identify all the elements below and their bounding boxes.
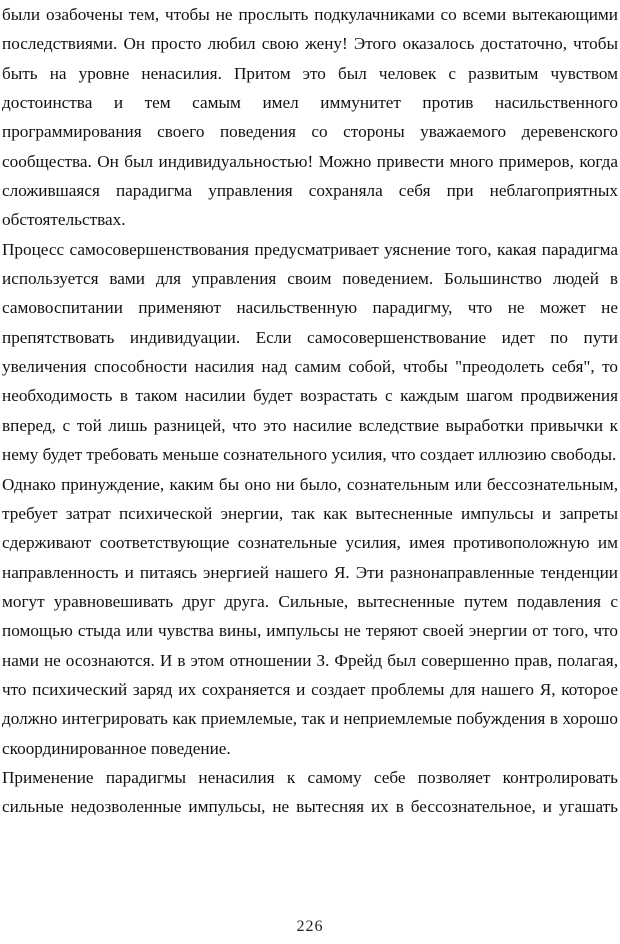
paragraph-3: Однако принуждение, каким бы оно ни было, сознательным или бессознательным, требует затрат психической энергии, так как вытесненные импульсы и запреты сдерживают соответствующие сознательные усилия, имея противоположную им направленность и питаясь энергией нашего Я. Эти разнонаправленные тенденции могут уравновешивать друг друга. Сильные, вытесненные путем подавления с помощью стыда или чувства вины, импульсы не теряют своей энергии от того, что нами не осознаются. И в этом отношении З. Фрейд был совершенно прав, полагая, что психический заряд их сохраняется и создает проблемы для нашего Я, которое должно интегрировать как приемлемые, так и неприемлемые побуждения в хорошо скоординированное поведение. [2,474,618,758]
page-number: 226 [296,918,324,935]
paragraph-1: были озабочены тем, чтобы не прослыть подкулачниками со всеми вытекающими последствиями. Он просто любил свою жену! Этого оказалось достаточно, чтобы быть на уровне ненасилия. Притом это был человек с развитым чувством достоинства и тем самым имел иммунитет против насильственного программирования своего поведения со стороны уважаемого деревенского сообщества. Он был индивидуальностью! Можно привести много примеров, когда сложившаяся парадигма управления сохраняла себя при неблагоприятных обстоятельствах. [2,5,618,230]
paragraph-2: Процесс самосовершенствования предусматривает уяснение того, какая парадигма используется вами для управления своим поведением. Большинство людей в самовоспитании применяют насильственную парадигму, что не может не препятствовать индивидуации. Если самосовершенствование идет по пути увеличения способности насилия над самим собой, чтобы "преодолеть себя", то необходимость в таком насилии будет возрастать с каждым шагом продвижения вперед, с той лишь разницей, что это насилие вследствие выработки привычки к нему будет требовать меньше сознательного усилия, что создает иллюзию свободы. [2,239,618,465]
body-text [2,0,618,822]
paragraph-4: Применение парадигмы ненасилия к самому себе позволяет контролировать сильные недозволенные импульсы, не вытесняя их в бессознательное, и угашать [2,767,618,817]
